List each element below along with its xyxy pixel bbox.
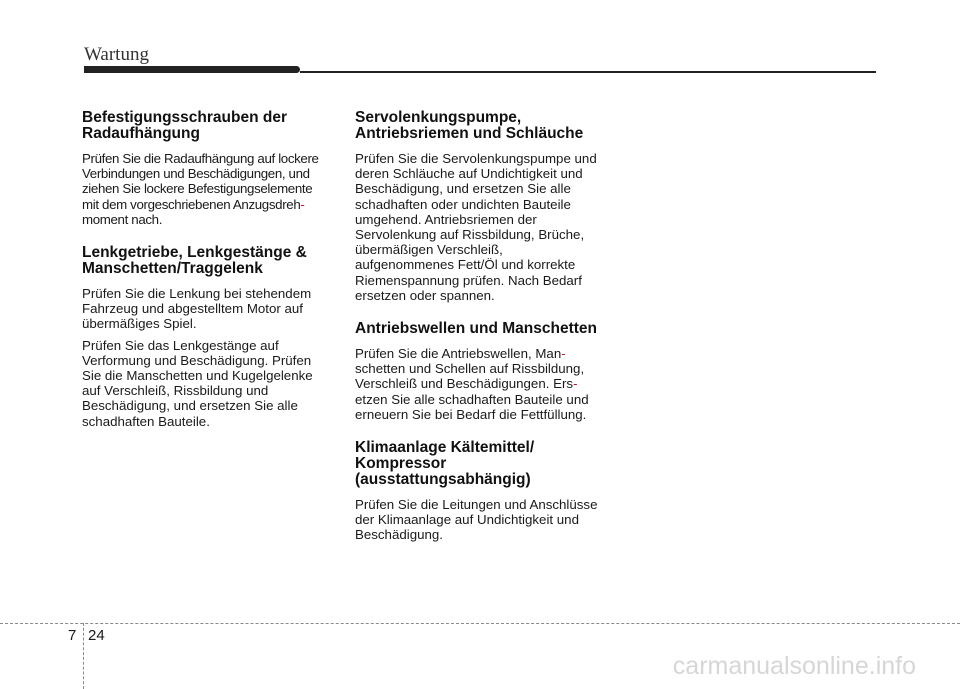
hyphen-mark: -	[573, 376, 578, 392]
hyphen-mark: -	[300, 196, 305, 212]
paragraph: Prüfen Sie die Lenkung bei stehendem Fahrzeug und abgestelltem Motor auf übermäßiges Spiel.	[82, 286, 312, 332]
page-header-title: Wartung	[84, 44, 149, 65]
left-column	[82, 110, 332, 447]
paragraph: Prüfen Sie das Lenkgestänge auf Verformung und Beschädigung. Prüfen Sie die Manschetten und Kugelgelenke auf Verschleiß, Rissbildung und Beschädigung, und ersetzen Sie alle schadhaften Bauteile.	[82, 337, 313, 429]
section-title: Servolenkungspumpe, Antriebsriemen und Schläuche	[355, 109, 584, 142]
section-title: Klimaanlage Kältemittel/ Kompressor (ausstattungsabhängig)	[355, 439, 535, 489]
page-number: 24	[88, 627, 105, 644]
footer-divider	[83, 623, 84, 689]
section-air-conditioning	[355, 440, 605, 543]
section-suspension-bolts	[82, 110, 332, 227]
paragraph: Prüfen Sie die Radaufhängung auf lockere Verbindungen und Beschädigungen, und ziehen Sie lockere Befestigungselemente mit dem vorgeschriebenen Anzugsdreh- moment nach.	[82, 151, 319, 227]
section-power-steering	[355, 110, 605, 303]
section-title: Lenkgetriebe, Lenkgestänge & Manschetten/Traggelenk	[82, 244, 307, 278]
paragraph: Prüfen Sie die Servolenkungspumpe und deren Schläuche auf Undichtigkeit und Beschädigung, und ersetzen Sie alle schadhaften oder undichten Bauteile umgehend. Antriebsriemen der Servolenkung auf Rissbildung, Brüche, übermäßigen Verschleiß, aufgenommenes Fett/Öl und korrekte Riemenspannung prüfen. Nach Bedarf ersetzen oder spannen.	[355, 151, 597, 303]
section-title: Antriebswellen und Manschetten	[355, 320, 598, 338]
header-bar	[84, 66, 300, 73]
paragraph: Prüfen Sie die Leitungen und Anschlüsse der Klimaanlage auf Undichtigkeit und Beschädigung.	[355, 497, 598, 543]
chapter-number: 7	[68, 627, 77, 644]
header-rule	[300, 71, 876, 73]
section-steering-linkage	[82, 245, 332, 429]
paragraph: Prüfen Sie die Antriebswellen, Man- schetten und Schellen auf Rissbildung, Verschleiß und Beschädigungen. Ers- etzen Sie alle schadhaften Bauteile und erneuern Sie bei Bedarf die Fettfüllung.	[355, 346, 589, 422]
watermark: carmanualsonline.info	[672, 652, 916, 680]
section-title: Befestigungsschrauben der Radaufhängung	[82, 109, 287, 142]
right-column	[355, 110, 605, 561]
hyphen-mark: -	[561, 346, 566, 362]
footer-rule	[0, 623, 960, 624]
section-drive-shafts	[355, 321, 605, 422]
